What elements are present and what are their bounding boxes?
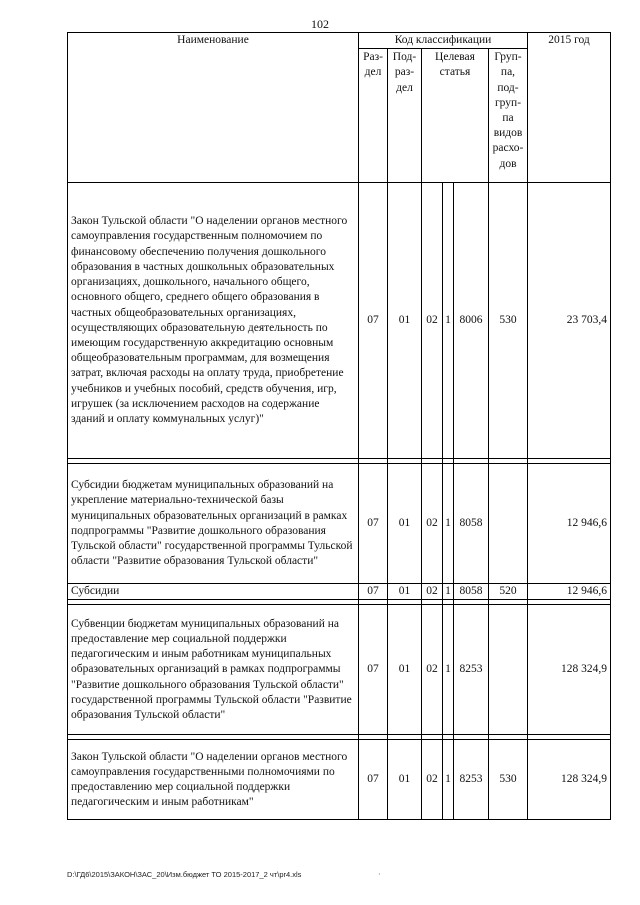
row-amount: 128 324,9 xyxy=(528,605,611,735)
row-target-part2: 1 xyxy=(443,183,454,459)
header-subsection: Под- раз- дел xyxy=(388,49,422,183)
row-amount: 23 703,4 xyxy=(528,183,611,459)
header-classification-code: Код классификации xyxy=(359,33,528,49)
table-row xyxy=(68,740,611,820)
table-row xyxy=(68,584,611,600)
header-target-article: Целевая статья xyxy=(422,49,489,183)
row-section: 07 xyxy=(359,740,388,820)
table-row xyxy=(68,183,611,459)
row-subsection: 01 xyxy=(388,183,422,459)
row-name: Субвенции бюджетам муниципальных образований на предоставление мер социальной поддержки педагогическим и иным работникам муниципальных образовательных организаций в рамках подпрограммы "Развитие дошкольного образования Тульской области" государственной программы Тульской области "Развитие образования Тульской области" xyxy=(68,605,359,735)
row-amount: 12 946,6 xyxy=(528,464,611,584)
row-expense-group: 520 xyxy=(489,584,528,600)
row-subsection: 01 xyxy=(388,584,422,600)
row-target-part3: 8253 xyxy=(454,740,489,820)
row-subsection: 01 xyxy=(388,605,422,735)
budget-table xyxy=(67,32,611,820)
table-row xyxy=(68,464,611,584)
row-target-part1: 02 xyxy=(422,464,443,584)
header-row-top xyxy=(68,33,611,49)
row-target-part1: 02 xyxy=(422,183,443,459)
row-expense-group: 530 xyxy=(489,183,528,459)
header-name: Наименование xyxy=(68,33,359,183)
row-target-part2: 1 xyxy=(443,605,454,735)
row-section: 07 xyxy=(359,584,388,600)
row-target-part1: 02 xyxy=(422,605,443,735)
row-expense-group: 530 xyxy=(489,740,528,820)
row-target-part2: 1 xyxy=(443,740,454,820)
scan-dot: · xyxy=(378,870,381,879)
row-name: Закон Тульской области "О наделении органов местного самоуправления государственными полномочиями по предоставлению мер социальной поддержки педагогическим и иным работникам" xyxy=(68,740,359,820)
row-section: 07 xyxy=(359,464,388,584)
table-row xyxy=(68,605,611,735)
row-section: 07 xyxy=(359,605,388,735)
row-subsection: 01 xyxy=(388,464,422,584)
page-number: 102 xyxy=(311,17,329,31)
row-name: Субсидии xyxy=(68,584,359,600)
row-amount: 12 946,6 xyxy=(528,584,611,600)
row-target-part3: 8253 xyxy=(454,605,489,735)
row-target-part3: 8058 xyxy=(454,584,489,600)
row-target-part3: 8058 xyxy=(454,464,489,584)
row-target-part2: 1 xyxy=(443,464,454,584)
row-target-part1: 02 xyxy=(422,740,443,820)
header-section: Раз- дел xyxy=(359,49,388,183)
header-expense-group: Груп- па, под- груп- па видов расхо- дов xyxy=(489,49,528,183)
row-section: 07 xyxy=(359,183,388,459)
file-path-footer: D:\ГД6\2015\ЗАКОН\ЗАС_20\Изм.бюджет ТО 2015-2017_2 чт\pr4.xls xyxy=(67,870,302,879)
row-expense-group xyxy=(489,464,528,584)
row-target-part2: 1 xyxy=(443,584,454,600)
row-name: Закон Тульской области "О наделении органов местного самоуправления государственным полномочием по финансовому обеспечению получения дошкольного образования в частных дошкольных образовательных организациях, дошкольного, начального общего, основного общего, среднего общего образования в частных общеобразовательных организациях, осуществляющих образовательную деятельность по имеющим государственную аккредитацию основным общеобразовательным программам, для возмещения затрат, включая расходы на оплату труда, приобретение учебников и учебных пособий, средств обучения, игр, игрушек (за исключением расходов на содержание зданий и оплату коммунальных услуг)" xyxy=(68,183,359,459)
header-year-2015: 2015 год xyxy=(528,33,611,183)
row-amount: 128 324,9 xyxy=(528,740,611,820)
row-target-part3: 8006 xyxy=(454,183,489,459)
row-expense-group xyxy=(489,605,528,735)
row-name: Субсидии бюджетам муниципальных образований на укрепление материально-технической базы муниципальных образовательных организаций в рамках подпрограммы "Развитие дошкольного образования Тульской области" государственной программы Тульской области "Развитие образования Тульской области" xyxy=(68,464,359,584)
row-subsection: 01 xyxy=(388,740,422,820)
row-target-part1: 02 xyxy=(422,584,443,600)
